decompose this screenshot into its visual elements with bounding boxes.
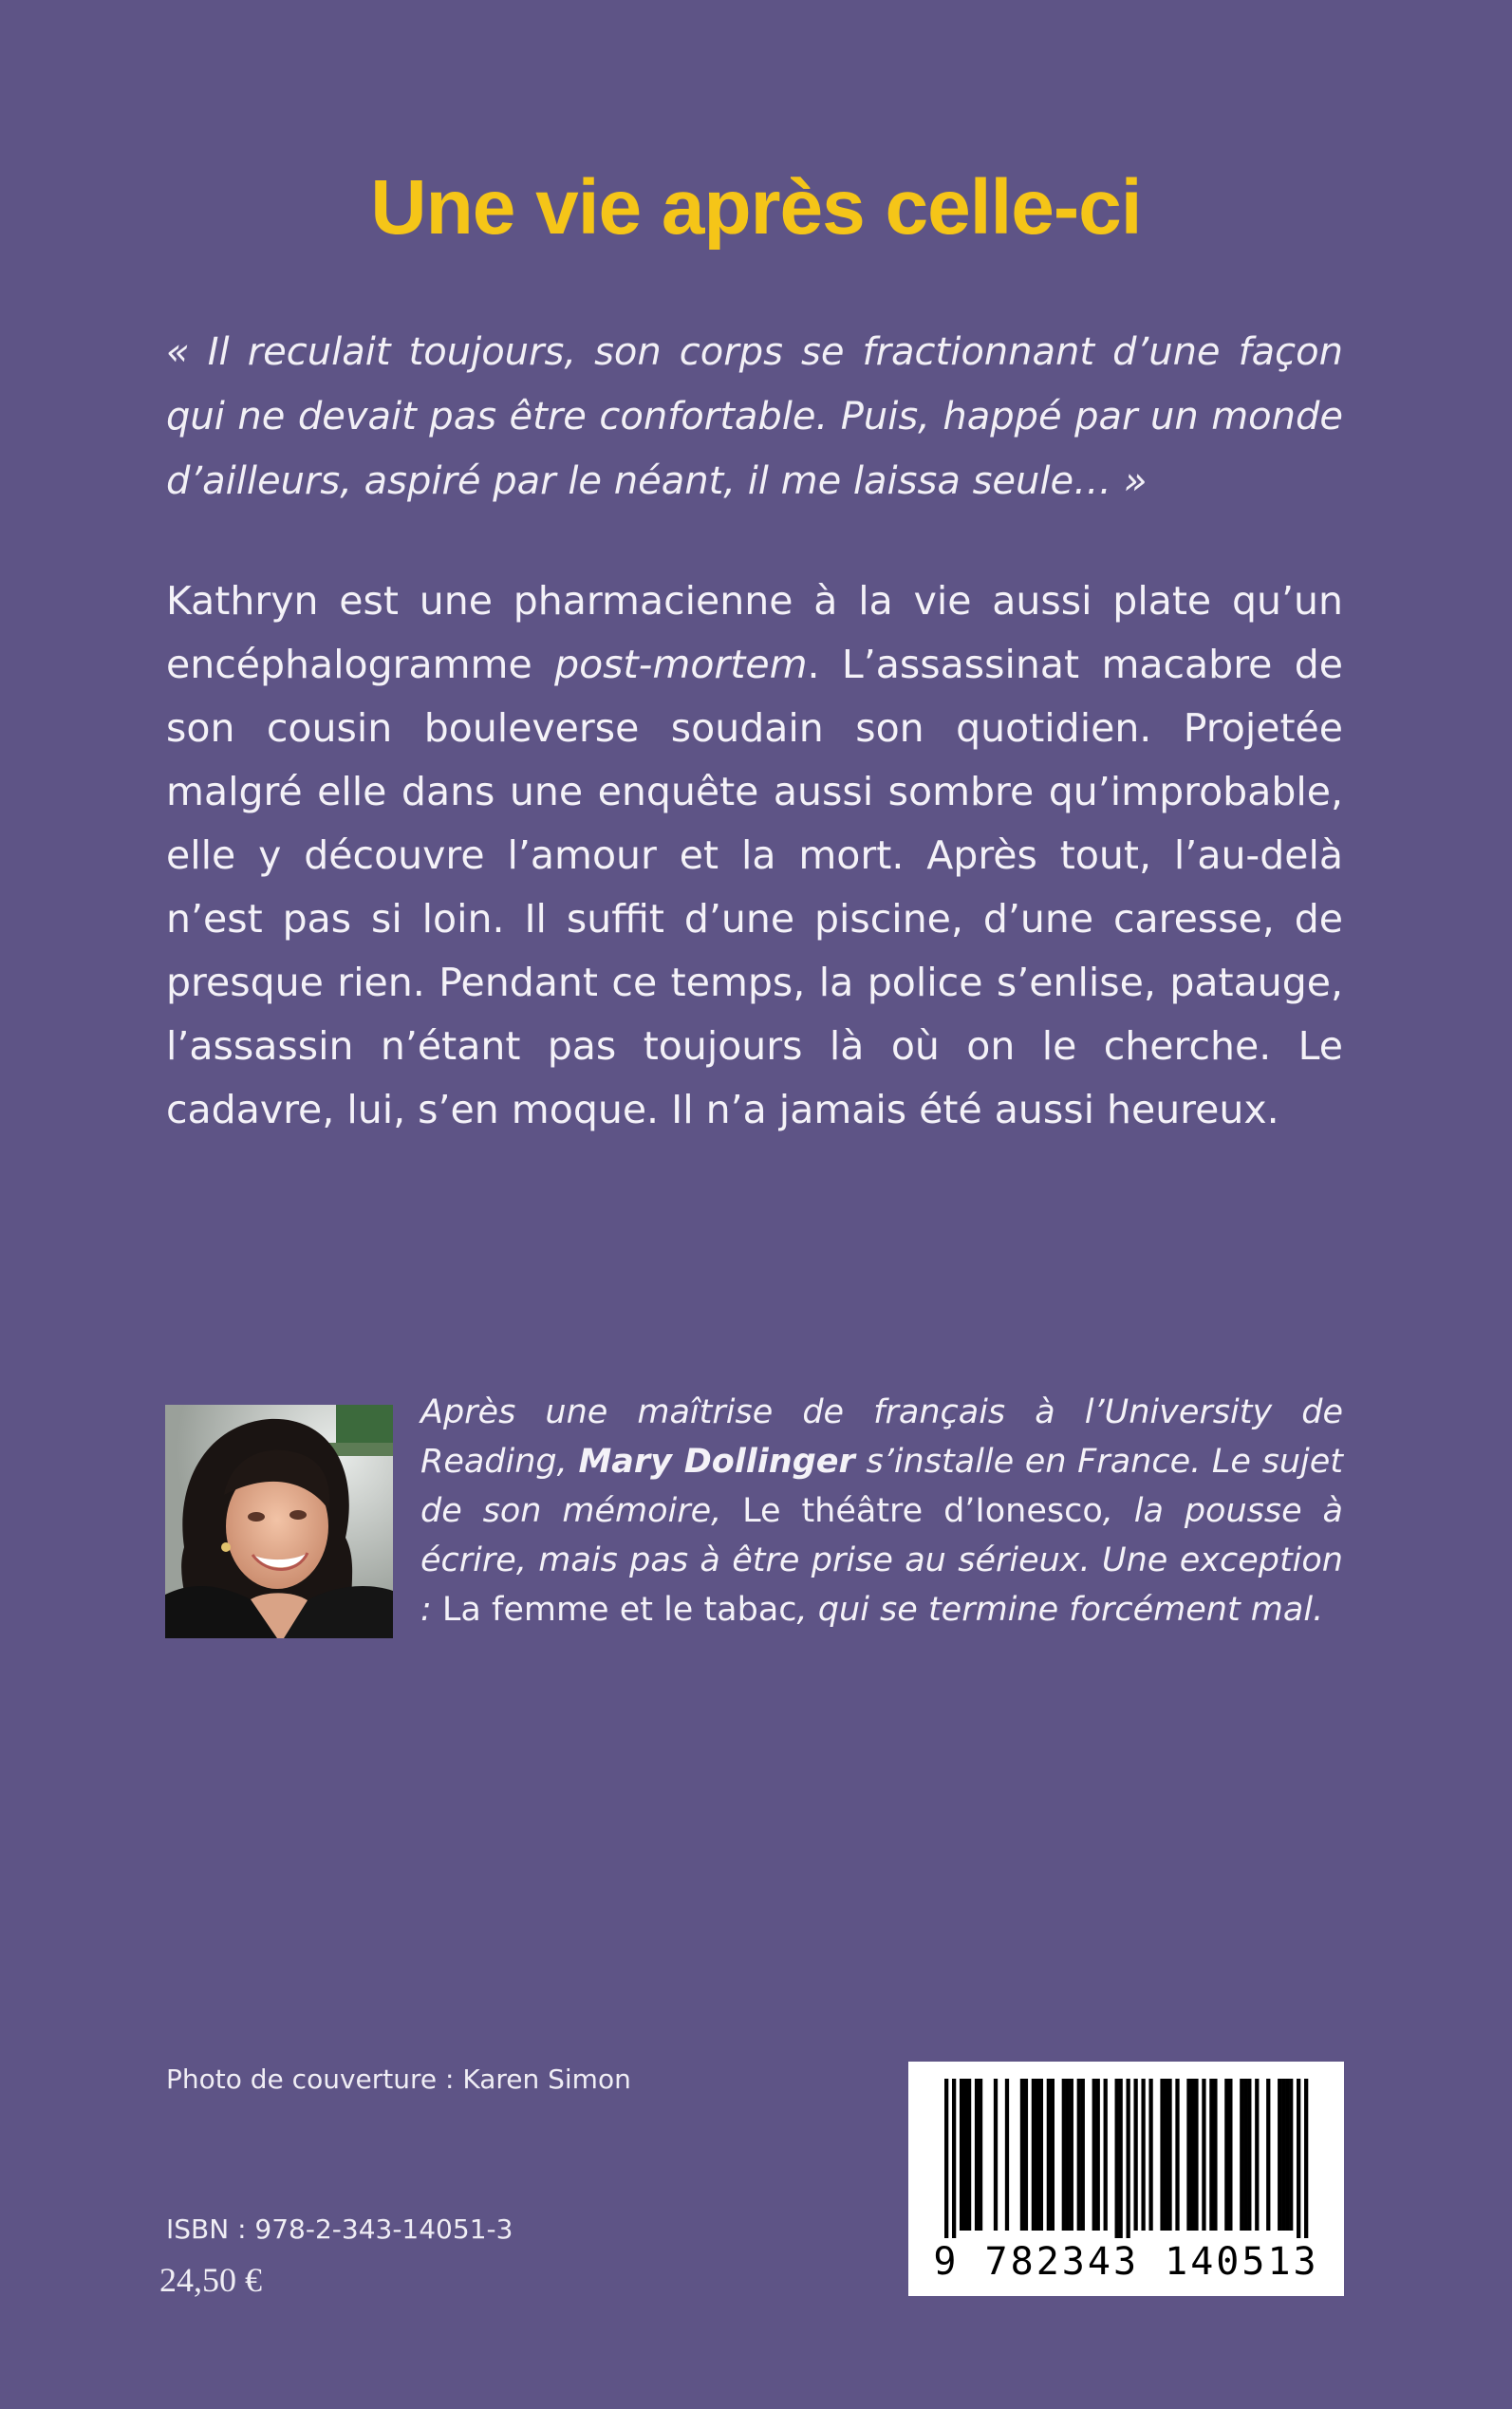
barcode-bar bbox=[1119, 2079, 1123, 2238]
barcode-bar bbox=[1304, 2079, 1308, 2238]
barcode-bar bbox=[1024, 2079, 1028, 2231]
barcode-bar bbox=[1047, 2079, 1051, 2231]
barcode-bar bbox=[1243, 2079, 1247, 2231]
photo-credit: Photo de couverture : Karen Simon bbox=[166, 2064, 631, 2095]
barcode-bar bbox=[1005, 2079, 1009, 2231]
barcode-bar bbox=[1115, 2079, 1119, 2238]
barcode-bar bbox=[1224, 2079, 1228, 2231]
barcode-bar bbox=[1077, 2079, 1081, 2231]
author-bio-text-4: , qui se termine forcément mal. bbox=[796, 1591, 1324, 1629]
synopsis-emphasis: post-mortem bbox=[554, 642, 808, 687]
author-work-2: La femme et le tabac bbox=[441, 1591, 797, 1629]
barcode-bar bbox=[1062, 2079, 1066, 2231]
barcode-bar bbox=[1278, 2079, 1281, 2231]
barcode-bar bbox=[952, 2079, 956, 2238]
barcode-bar bbox=[1133, 2079, 1137, 2231]
barcode-bar bbox=[975, 2079, 979, 2231]
synopsis bbox=[166, 570, 1343, 1142]
barcode-bar bbox=[960, 2079, 963, 2231]
synopsis-text-2: . L’assassinat macabre de son cousin bouleverse soudain son quotidien. Projetée malgré elle dans une enquête aussi sombre qu’improbable, elle y découvre l’amour et la mort. Après tout, l’au-delà n’est pas si loin. Il suffit d’une piscine, d’une caresse, de presque rien. Pendant ce temps, la police s’enlise, patauge, l’assassin n’étant pas toujours là où on le cherche. Le cadavre, lui, s’en moque. Il n’a jamais été aussi heureux. bbox=[166, 642, 1343, 1132]
author-name: Mary Dollinger bbox=[578, 1443, 855, 1481]
barcode-bar bbox=[1081, 2079, 1085, 2231]
barcode-bar bbox=[1036, 2079, 1039, 2231]
author-work-1: Le théâtre d’Ionesco bbox=[742, 1492, 1103, 1530]
author-bio-text-1: Après une maîtrise de français à l’University de Reading, bbox=[420, 1393, 1343, 1481]
excerpt-quote: « Il reculait toujours, son corps se fractionnant d’une façon qui ne devait pas être confortable. Puis, happé par un monde d’ailleurs, aspiré par le néant, il me laissa seule… » bbox=[166, 330, 1343, 503]
barcode-bar bbox=[1297, 2079, 1300, 2238]
barcode-bar bbox=[1066, 2079, 1070, 2231]
barcode-bar bbox=[1039, 2079, 1043, 2231]
barcode-bar bbox=[1175, 2079, 1179, 2231]
barcode-bar bbox=[1141, 2079, 1145, 2231]
barcode-bar bbox=[944, 2079, 948, 2238]
barcode-bar bbox=[1104, 2079, 1108, 2231]
barcode-bar bbox=[1148, 2079, 1152, 2231]
barcode-bar bbox=[1281, 2079, 1285, 2231]
barcode-bar bbox=[1186, 2079, 1190, 2231]
barcode-bar bbox=[1240, 2079, 1243, 2231]
barcode-bar bbox=[1190, 2079, 1194, 2231]
barcode-bar bbox=[963, 2079, 967, 2231]
synopsis-text-1: Kathryn est une pharmacienne à la vie aussi plate qu’un encéphalogramme bbox=[166, 578, 1343, 687]
barcode-digits: 9 782343 140513 bbox=[933, 2240, 1319, 2284]
barcode-bar bbox=[1209, 2079, 1213, 2231]
barcode-bar bbox=[1247, 2079, 1251, 2231]
barcode bbox=[908, 2062, 1344, 2296]
author-portrait-image bbox=[165, 1405, 393, 1638]
barcode-bar bbox=[967, 2079, 971, 2231]
barcode-bar bbox=[1160, 2079, 1164, 2231]
author-bio-text-2: s’installe en France. Le sujet de son mémoire, bbox=[420, 1443, 1343, 1530]
price: 24,50 € bbox=[159, 2261, 262, 2299]
barcode-bar bbox=[1096, 2079, 1100, 2231]
barcode-bar bbox=[1051, 2079, 1055, 2231]
barcode-bar bbox=[1092, 2079, 1096, 2231]
barcode-bar bbox=[1020, 2079, 1024, 2231]
barcode-bar bbox=[1167, 2079, 1171, 2231]
author-bio-text-3: , la pousse à écrire, mais pas à être prise au sérieux. Une exception : bbox=[420, 1492, 1343, 1629]
author-photo bbox=[165, 1405, 393, 1638]
isbn: ISBN : 978-2-343-14051-3 bbox=[166, 2213, 513, 2245]
author-bio bbox=[420, 1388, 1343, 1634]
barcode-bar bbox=[1266, 2079, 1270, 2231]
barcode-bar bbox=[1285, 2079, 1289, 2231]
barcode-bar bbox=[1164, 2079, 1167, 2231]
barcode-bar bbox=[994, 2079, 998, 2231]
barcode-bar bbox=[1032, 2079, 1036, 2231]
book-title: Une vie après celle-ci bbox=[370, 164, 1142, 251]
barcode-bar bbox=[1202, 2079, 1205, 2231]
barcode-bar bbox=[1213, 2079, 1217, 2231]
barcode-bar bbox=[1127, 2079, 1130, 2238]
barcode-bar bbox=[1255, 2079, 1259, 2231]
barcode-bar bbox=[1070, 2079, 1073, 2231]
barcode-bar bbox=[979, 2079, 982, 2231]
barcode-bar bbox=[1289, 2079, 1293, 2231]
barcode-bar bbox=[1194, 2079, 1198, 2231]
barcode-bar bbox=[1228, 2079, 1232, 2231]
